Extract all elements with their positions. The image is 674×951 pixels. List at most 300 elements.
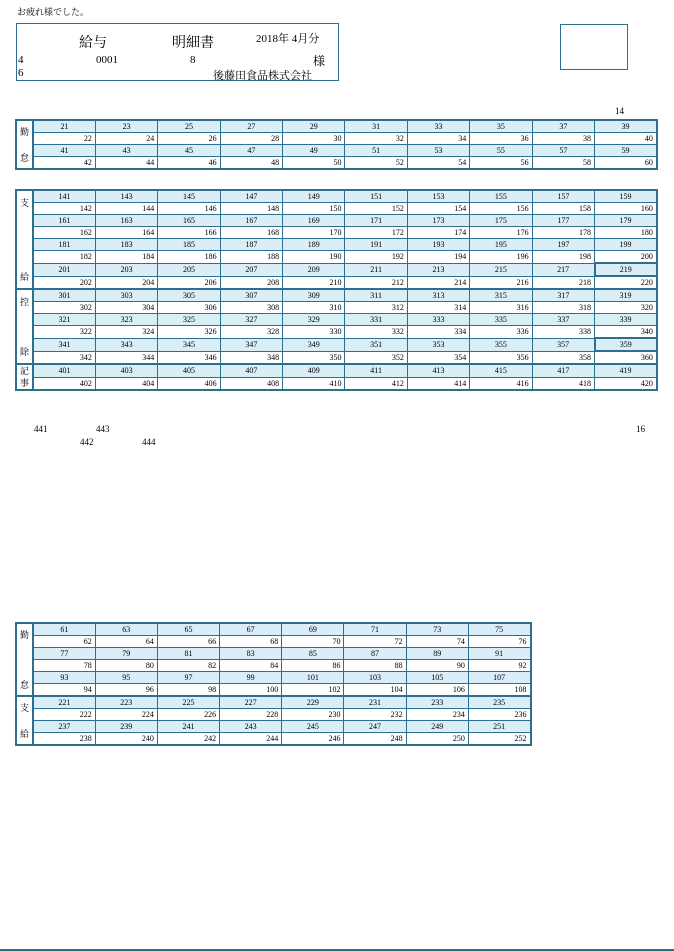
item-label-cell: 173 xyxy=(407,215,469,227)
item-value-cell: 316 xyxy=(470,302,532,314)
item-label-cell: 231 xyxy=(344,696,406,709)
item-value-cell: 26 xyxy=(158,133,220,145)
greeting-text: お疲れ様でした。 xyxy=(17,7,90,17)
item-label-cell: 331 xyxy=(345,314,407,326)
item-label-cell: 209 xyxy=(283,263,345,276)
item-value-cell: 228 xyxy=(220,709,282,721)
item-label-cell: 343 xyxy=(95,338,157,351)
label-row xyxy=(16,145,657,157)
item-label-cell: 203 xyxy=(95,263,157,276)
item-label-cell: 79 xyxy=(95,648,157,660)
section-label xyxy=(16,289,33,364)
item-value-cell: 340 xyxy=(595,326,657,339)
item-value-cell: 36 xyxy=(470,133,532,145)
item-label-cell: 53 xyxy=(407,145,469,157)
label-row xyxy=(16,239,657,251)
item-label-cell: 199 xyxy=(595,239,657,251)
item-value-cell: 170 xyxy=(283,227,345,239)
item-label-cell: 145 xyxy=(158,190,220,203)
header-code-c: 8 xyxy=(190,54,196,66)
value-row xyxy=(16,203,657,215)
item-label-cell: 69 xyxy=(282,623,344,636)
item-value-cell: 212 xyxy=(345,276,407,289)
value-row xyxy=(16,684,531,697)
item-value-cell: 420 xyxy=(595,377,657,390)
item-label-cell: 193 xyxy=(407,239,469,251)
item-label-cell: 415 xyxy=(470,364,532,377)
item-value-cell: 338 xyxy=(532,326,594,339)
item-value-cell: 418 xyxy=(532,377,594,390)
label-row xyxy=(16,364,657,377)
item-value-cell: 98 xyxy=(157,684,219,697)
item-value-cell: 192 xyxy=(345,251,407,264)
item-label-cell: 315 xyxy=(470,289,532,302)
item-value-cell: 66 xyxy=(157,636,219,648)
item-label-cell: 347 xyxy=(220,338,282,351)
item-label-cell: 37 xyxy=(532,120,594,133)
item-value-cell: 80 xyxy=(95,660,157,672)
page-number-top: 14 xyxy=(615,106,624,116)
item-label-cell: 217 xyxy=(532,263,594,276)
item-label-cell: 99 xyxy=(220,672,282,684)
item-label-cell: 39 xyxy=(595,120,657,133)
item-label-cell: 49 xyxy=(283,145,345,157)
item-value-cell: 62 xyxy=(33,636,95,648)
section-label xyxy=(16,120,33,169)
item-label-cell: 95 xyxy=(95,672,157,684)
item-value-cell: 240 xyxy=(95,733,157,746)
item-value-cell: 46 xyxy=(158,157,220,170)
item-value-cell: 344 xyxy=(95,351,157,364)
item-label-cell: 55 xyxy=(470,145,532,157)
item-value-cell: 92 xyxy=(468,660,530,672)
item-label-cell: 81 xyxy=(157,648,219,660)
item-label-cell: 71 xyxy=(344,623,406,636)
item-value-cell: 106 xyxy=(406,684,468,697)
item-label-cell: 407 xyxy=(220,364,282,377)
item-value-cell: 404 xyxy=(95,377,157,390)
item-label-cell: 211 xyxy=(345,263,407,276)
item-label-cell: 67 xyxy=(220,623,282,636)
item-label-cell: 319 xyxy=(595,289,657,302)
item-value-cell: 94 xyxy=(33,684,95,697)
item-value-cell: 84 xyxy=(220,660,282,672)
item-label-cell: 141 xyxy=(33,190,95,203)
title-salary: 給与 xyxy=(79,36,107,51)
item-value-cell: 158 xyxy=(532,203,594,215)
item-label-cell: 205 xyxy=(158,263,220,276)
item-value-cell: 160 xyxy=(595,203,657,215)
label-row xyxy=(16,289,657,302)
label-row xyxy=(16,623,531,636)
value-row xyxy=(16,276,657,289)
item-value-cell: 54 xyxy=(407,157,469,170)
section-label xyxy=(16,364,33,390)
item-value-cell: 312 xyxy=(345,302,407,314)
item-value-cell: 178 xyxy=(532,227,594,239)
item-value-cell: 28 xyxy=(220,133,282,145)
item-value-cell: 72 xyxy=(344,636,406,648)
item-value-cell: 246 xyxy=(282,733,344,746)
item-value-cell: 78 xyxy=(33,660,95,672)
item-label-cell: 417 xyxy=(532,364,594,377)
item-label-cell: 359 xyxy=(595,338,657,351)
item-value-cell: 352 xyxy=(345,351,407,364)
item-label-cell: 187 xyxy=(220,239,282,251)
item-label-cell: 341 xyxy=(33,338,95,351)
item-label-cell: 405 xyxy=(158,364,220,377)
item-value-cell: 326 xyxy=(158,326,220,339)
item-value-cell: 58 xyxy=(532,157,594,170)
footer-code-443: 443 xyxy=(96,424,110,434)
item-label-cell: 89 xyxy=(406,648,468,660)
item-value-cell: 82 xyxy=(157,660,219,672)
item-value-cell: 174 xyxy=(407,227,469,239)
item-value-cell: 90 xyxy=(406,660,468,672)
item-value-cell: 30 xyxy=(283,133,345,145)
item-label-cell: 251 xyxy=(468,721,530,733)
item-label-cell: 21 xyxy=(33,120,95,133)
item-label-cell: 77 xyxy=(33,648,95,660)
item-label-cell: 327 xyxy=(220,314,282,326)
item-label-cell: 43 xyxy=(95,145,157,157)
value-row xyxy=(16,636,531,648)
title-statement: 明細書 xyxy=(172,36,214,51)
item-value-cell: 204 xyxy=(95,276,157,289)
item-label-cell: 345 xyxy=(158,338,220,351)
section-label xyxy=(16,190,33,289)
item-label-cell: 301 xyxy=(33,289,95,302)
item-value-cell: 354 xyxy=(407,351,469,364)
label-row xyxy=(16,263,657,276)
item-value-cell: 108 xyxy=(468,684,530,697)
item-label-cell: 303 xyxy=(95,289,157,302)
item-value-cell: 412 xyxy=(345,377,407,390)
item-label-cell: 75 xyxy=(468,623,530,636)
section-label-char: 怠 xyxy=(19,152,29,163)
item-label-cell: 143 xyxy=(95,190,157,203)
item-value-cell: 406 xyxy=(158,377,220,390)
item-label-cell: 243 xyxy=(220,721,282,733)
item-value-cell: 200 xyxy=(595,251,657,264)
value-row xyxy=(16,660,531,672)
item-value-cell: 324 xyxy=(95,326,157,339)
item-value-cell: 154 xyxy=(407,203,469,215)
item-value-cell: 60 xyxy=(595,157,657,170)
item-label-cell: 191 xyxy=(345,239,407,251)
item-value-cell: 198 xyxy=(532,251,594,264)
payslip-header xyxy=(16,23,339,81)
item-label-cell: 105 xyxy=(406,672,468,684)
item-value-cell: 214 xyxy=(407,276,469,289)
item-value-cell: 220 xyxy=(595,276,657,289)
item-value-cell: 148 xyxy=(220,203,282,215)
item-label-cell: 25 xyxy=(158,120,220,133)
item-label-cell: 93 xyxy=(33,672,95,684)
value-row xyxy=(16,351,657,364)
item-label-cell: 313 xyxy=(407,289,469,302)
item-value-cell: 410 xyxy=(283,377,345,390)
item-label-cell: 245 xyxy=(282,721,344,733)
item-value-cell: 208 xyxy=(220,276,282,289)
item-label-cell: 401 xyxy=(33,364,95,377)
item-value-cell: 218 xyxy=(532,276,594,289)
item-value-cell: 70 xyxy=(282,636,344,648)
item-label-cell: 351 xyxy=(345,338,407,351)
item-label-cell: 151 xyxy=(345,190,407,203)
item-value-cell: 100 xyxy=(220,684,282,697)
item-value-cell: 322 xyxy=(33,326,95,339)
item-label-cell: 147 xyxy=(220,190,282,203)
item-label-cell: 355 xyxy=(470,338,532,351)
summary-table xyxy=(15,622,532,746)
value-row xyxy=(16,157,657,170)
item-label-cell: 229 xyxy=(282,696,344,709)
item-value-cell: 166 xyxy=(158,227,220,239)
employee-number: 0001 xyxy=(96,54,118,66)
item-label-cell: 157 xyxy=(532,190,594,203)
item-label-cell: 339 xyxy=(595,314,657,326)
item-value-cell: 52 xyxy=(345,157,407,170)
item-value-cell: 38 xyxy=(532,133,594,145)
item-label-cell: 411 xyxy=(345,364,407,377)
item-value-cell: 306 xyxy=(158,302,220,314)
item-label-cell: 357 xyxy=(532,338,594,351)
item-value-cell: 248 xyxy=(344,733,406,746)
section-label xyxy=(16,696,33,745)
item-value-cell: 44 xyxy=(95,157,157,170)
pay-details-table xyxy=(15,189,658,391)
item-value-cell: 194 xyxy=(407,251,469,264)
second-body xyxy=(16,623,531,745)
item-label-cell: 223 xyxy=(95,696,157,709)
stamp-box xyxy=(560,24,628,70)
item-value-cell: 76 xyxy=(468,636,530,648)
item-label-cell: 403 xyxy=(95,364,157,377)
item-label-cell: 241 xyxy=(157,721,219,733)
item-label-cell: 107 xyxy=(468,672,530,684)
item-value-cell: 414 xyxy=(407,377,469,390)
item-label-cell: 161 xyxy=(33,215,95,227)
item-label-cell: 23 xyxy=(95,120,157,133)
item-value-cell: 360 xyxy=(595,351,657,364)
section-label-char: 勤 xyxy=(19,629,29,640)
label-row xyxy=(16,338,657,351)
honorific: 様 xyxy=(313,54,326,68)
item-value-cell: 56 xyxy=(470,157,532,170)
item-label-cell: 29 xyxy=(283,120,345,133)
item-value-cell: 318 xyxy=(532,302,594,314)
item-value-cell: 244 xyxy=(220,733,282,746)
item-value-cell: 402 xyxy=(33,377,95,390)
item-label-cell: 41 xyxy=(33,145,95,157)
value-row xyxy=(16,377,657,390)
section-label xyxy=(16,623,33,696)
item-label-cell: 159 xyxy=(595,190,657,203)
item-label-cell: 335 xyxy=(470,314,532,326)
item-value-cell: 222 xyxy=(33,709,95,721)
item-value-cell: 346 xyxy=(158,351,220,364)
item-value-cell: 328 xyxy=(220,326,282,339)
item-label-cell: 35 xyxy=(470,120,532,133)
label-row xyxy=(16,120,657,133)
item-label-cell: 167 xyxy=(220,215,282,227)
item-label-cell: 413 xyxy=(407,364,469,377)
label-row xyxy=(16,696,531,709)
item-label-cell: 307 xyxy=(220,289,282,302)
item-value-cell: 236 xyxy=(468,709,530,721)
item-value-cell: 32 xyxy=(345,133,407,145)
section-label-char: 勤 xyxy=(19,126,29,137)
header-code-b: 6 xyxy=(18,67,24,79)
item-value-cell: 180 xyxy=(595,227,657,239)
item-label-cell: 155 xyxy=(470,190,532,203)
footer-code-442: 442 xyxy=(80,437,94,447)
item-value-cell: 196 xyxy=(470,251,532,264)
item-label-cell: 27 xyxy=(220,120,282,133)
item-value-cell: 144 xyxy=(95,203,157,215)
item-label-cell: 225 xyxy=(157,696,219,709)
item-label-cell: 333 xyxy=(407,314,469,326)
item-label-cell: 179 xyxy=(595,215,657,227)
item-label-cell: 247 xyxy=(344,721,406,733)
item-label-cell: 31 xyxy=(345,120,407,133)
footer-code-444: 444 xyxy=(142,437,156,447)
company-name: 後藤田食品株式会社 xyxy=(213,70,312,82)
item-label-cell: 233 xyxy=(406,696,468,709)
item-label-cell: 87 xyxy=(344,648,406,660)
item-value-cell: 188 xyxy=(220,251,282,264)
item-label-cell: 195 xyxy=(470,239,532,251)
item-label-cell: 63 xyxy=(95,623,157,636)
item-label-cell: 181 xyxy=(33,239,95,251)
item-label-cell: 201 xyxy=(33,263,95,276)
item-value-cell: 186 xyxy=(158,251,220,264)
item-label-cell: 171 xyxy=(345,215,407,227)
item-label-cell: 177 xyxy=(532,215,594,227)
item-value-cell: 102 xyxy=(282,684,344,697)
item-label-cell: 337 xyxy=(532,314,594,326)
item-value-cell: 88 xyxy=(344,660,406,672)
item-value-cell: 320 xyxy=(595,302,657,314)
item-label-cell: 47 xyxy=(220,145,282,157)
section-label-char: 控 xyxy=(19,296,29,307)
item-label-cell: 85 xyxy=(282,648,344,660)
item-value-cell: 206 xyxy=(158,276,220,289)
item-label-cell: 237 xyxy=(33,721,95,733)
item-label-cell: 57 xyxy=(532,145,594,157)
item-label-cell: 323 xyxy=(95,314,157,326)
item-label-cell: 97 xyxy=(157,672,219,684)
attendance-table xyxy=(15,119,658,170)
value-row xyxy=(16,302,657,314)
item-value-cell: 226 xyxy=(157,709,219,721)
item-value-cell: 164 xyxy=(95,227,157,239)
item-value-cell: 332 xyxy=(345,326,407,339)
item-label-cell: 73 xyxy=(406,623,468,636)
footer-code-16: 16 xyxy=(636,424,645,434)
item-label-cell: 51 xyxy=(345,145,407,157)
item-value-cell: 50 xyxy=(283,157,345,170)
value-row xyxy=(16,733,531,746)
section-label-char: 給 xyxy=(19,728,29,739)
item-label-cell: 215 xyxy=(470,263,532,276)
item-label-cell: 409 xyxy=(283,364,345,377)
item-label-cell: 207 xyxy=(220,263,282,276)
item-value-cell: 342 xyxy=(33,351,95,364)
item-value-cell: 224 xyxy=(95,709,157,721)
item-value-cell: 42 xyxy=(33,157,95,170)
label-row xyxy=(16,190,657,203)
item-value-cell: 304 xyxy=(95,302,157,314)
item-value-cell: 310 xyxy=(283,302,345,314)
item-value-cell: 230 xyxy=(282,709,344,721)
section-label-char: 支 xyxy=(19,702,29,713)
item-value-cell: 176 xyxy=(470,227,532,239)
item-value-cell: 216 xyxy=(470,276,532,289)
item-value-cell: 308 xyxy=(220,302,282,314)
item-label-cell: 103 xyxy=(344,672,406,684)
item-value-cell: 358 xyxy=(532,351,594,364)
item-label-cell: 235 xyxy=(468,696,530,709)
item-value-cell: 64 xyxy=(95,636,157,648)
value-row xyxy=(16,326,657,339)
item-value-cell: 250 xyxy=(406,733,468,746)
item-value-cell: 146 xyxy=(158,203,220,215)
item-label-cell: 101 xyxy=(282,672,344,684)
footer-code-441: 441 xyxy=(34,424,48,434)
pay-period: 2018年 4月分 xyxy=(256,33,320,45)
item-value-cell: 150 xyxy=(283,203,345,215)
main-details xyxy=(16,190,657,390)
item-value-cell: 334 xyxy=(407,326,469,339)
item-value-cell: 162 xyxy=(33,227,95,239)
item-label-cell: 175 xyxy=(470,215,532,227)
label-row xyxy=(16,721,531,733)
label-row xyxy=(16,648,531,660)
item-value-cell: 68 xyxy=(220,636,282,648)
item-value-cell: 252 xyxy=(468,733,530,746)
value-row xyxy=(16,227,657,239)
section-label-char: 給 xyxy=(19,271,29,282)
item-value-cell: 22 xyxy=(33,133,95,145)
item-value-cell: 86 xyxy=(282,660,344,672)
item-value-cell: 408 xyxy=(220,377,282,390)
item-label-cell: 59 xyxy=(595,145,657,157)
item-label-cell: 317 xyxy=(532,289,594,302)
item-value-cell: 168 xyxy=(220,227,282,239)
item-label-cell: 65 xyxy=(157,623,219,636)
item-value-cell: 302 xyxy=(33,302,95,314)
item-value-cell: 242 xyxy=(157,733,219,746)
main-attendance xyxy=(16,120,657,169)
item-label-cell: 219 xyxy=(595,263,657,276)
item-value-cell: 210 xyxy=(283,276,345,289)
item-label-cell: 329 xyxy=(283,314,345,326)
item-value-cell: 24 xyxy=(95,133,157,145)
label-row xyxy=(16,215,657,227)
item-label-cell: 33 xyxy=(407,120,469,133)
item-value-cell: 356 xyxy=(470,351,532,364)
item-label-cell: 185 xyxy=(158,239,220,251)
item-value-cell: 96 xyxy=(95,684,157,697)
label-row xyxy=(16,314,657,326)
item-label-cell: 183 xyxy=(95,239,157,251)
item-label-cell: 197 xyxy=(532,239,594,251)
item-label-cell: 349 xyxy=(283,338,345,351)
section-label-char: 除 xyxy=(19,346,29,357)
item-value-cell: 172 xyxy=(345,227,407,239)
